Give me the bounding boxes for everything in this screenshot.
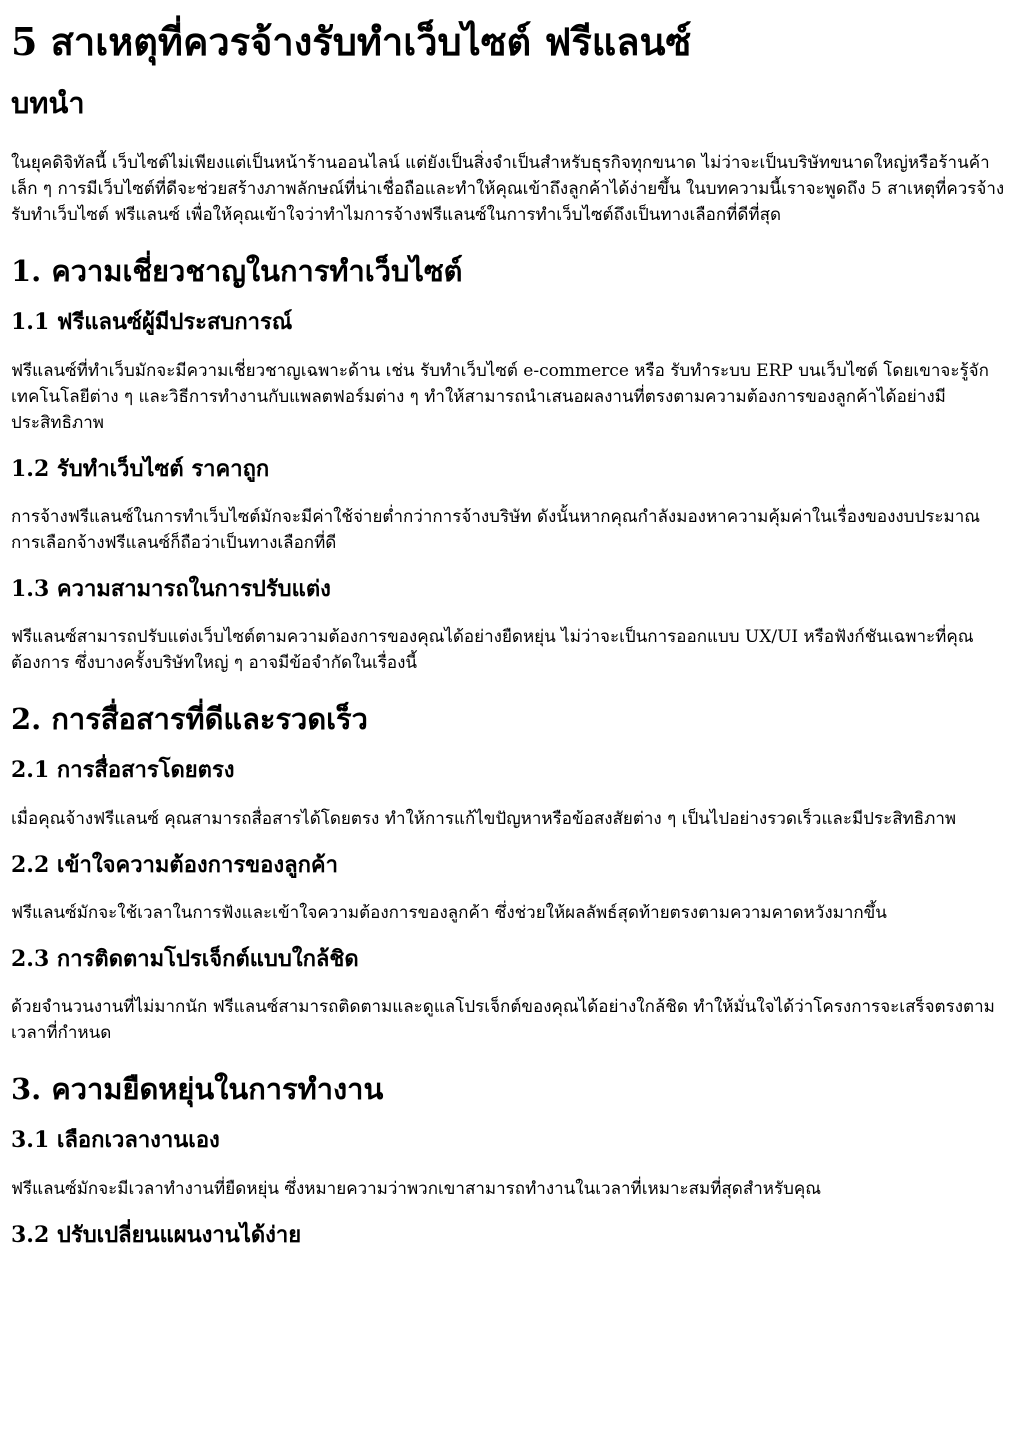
subsection-heading-1-1: 1.1 ฟรีแลนซ์ผู้มีประสบการณ์ [11,309,293,336]
subsection-heading-3-2: 3.2 ปรับเปลี่ยนแผนงานได้ง่าย [11,1221,302,1248]
subsection-paragraph-1-3: ฟรีแลนซ์สามารถปรับแต่งเว็บไซต์ตามความต้องการของคุณได้อย่างยืดหยุ่น ไม่ว่าจะเป็นการออกแบบ UX/UI หรือฟังก์ชันเฉพาะที่คุณต้องการ ซึ่งบางครั้งบริษัทใหญ่ ๆ อาจมีข้อจำกัดในเรื่องนี้ [11,627,974,674]
article-title: 5 สาเหตุที่ควรจ้างรับทำเว็บไซต์ ฟรีแลนซ์ [11,19,692,64]
subsection-heading-2-3: 2.3 การติดตามโปรเจ็กต์แบบใกล้ชิด [11,946,359,973]
subsection-heading-1-2: 1.2 รับทำเว็บไซต์ ราคาถูก [11,455,270,482]
intro-heading: บทนำ [11,85,85,120]
subsection-heading-3-1: 3.1 เลือกเวลางานเอง [11,1127,220,1154]
section-heading-1: 1. ความเชี่ยวชาญในการทำเว็บไซต์ [11,254,463,289]
subsection-heading-1-3: 1.3 ความสามารถในการปรับแต่ง [11,576,331,603]
subsection-paragraph-2-2: ฟรีแลนซ์มักจะใช้เวลาในการฟังและเข้าใจความต้องการของลูกค้า ซึ่งช่วยให้ผลลัพธ์สุดท้ายตรงตามความคาดหวังมากขึ้น [11,903,887,924]
subsection-paragraph-1-1: ฟรีแลนซ์ที่ทำเว็บมักจะมีความเชี่ยวชาญเฉพาะด้าน เช่น รับทำเว็บไซต์ e-commerce หรือ รับทำระบบ ERP บนเว็บไซต์ โดยเขาจะรู้จักเทคโนโลยีต่าง ๆ และวิธีการทำงานกับแพลตฟอร์มต่าง ๆ ทำให้สามารถนำเสนอผลงานที่ตรงตามความต้องการของลูกค้าได้อย่างมีประสิทธิภาพ [11,360,989,433]
section-heading-3: 3. ความยืดหยุ่นในการทำงาน [11,1072,384,1107]
section-heading-2: 2. การสื่อสารที่ดีและรวดเร็ว [11,702,368,737]
subsection-heading-2-1: 2.1 การสื่อสารโดยตรง [11,757,235,784]
intro-paragraph: ในยุคดิจิทัลนี้ เว็บไซต์ไม่เพียงแต่เป็นหน้าร้านออนไลน์ แต่ยังเป็นสิ่งจำเป็นสำหรับธุรกิจทุกขนาด ไม่ว่าจะเป็นบริษัทขนาดใหญ่หรือร้านค้าเล็ก ๆ การมีเว็บไซต์ที่ดีจะช่วยสร้างภาพลักษณ์ที่น่าเชื่อถือและทำให้คุณเข้าถึงลูกค้าได้ง่ายขึ้น ในบทความนี้เราจะพูดถึง 5 สาเหตุที่ควรจ้างรับทำเว็บไซต์ ฟรีแลนซ์ เพื่อให้คุณเข้าใจว่าทำไมการจ้างฟรีแลนซ์ในการทำเว็บไซต์ถึงเป็นทางเลือกที่ดีที่สุด [11,153,1005,226]
subsection-heading-2-2: 2.2 เข้าใจความต้องการของลูกค้า [11,851,339,878]
subsection-paragraph-2-1: เมื่อคุณจ้างฟรีแลนซ์ คุณสามารถสื่อสารได้โดยตรง ทำให้การแก้ไขปัญหาหรือข้อสงสัยต่าง ๆ เป็นไปอย่างรวดเร็วและมีประสิทธิภาพ [11,808,957,829]
subsection-paragraph-3-1: ฟรีแลนซ์มักจะมีเวลาทำงานที่ยืดหยุ่น ซึ่งหมายความว่าพวกเขาสามารถทำงานในเวลาที่เหมาะสมที่สุดสำหรับคุณ [11,1178,822,1199]
subsection-paragraph-2-3: ด้วยจำนวนงานที่ไม่มากนัก ฟรีแลนซ์สามารถติดตามและดูแลโปรเจ็กต์ของคุณได้อย่างใกล้ชิด ทำให้มั่นใจได้ว่าโครงการจะเสร็จตรงตามเวลาที่กำหนด [11,997,995,1044]
subsection-paragraph-1-2: การจ้างฟรีแลนซ์ในการทำเว็บไซต์มักจะมีค่าใช้จ่ายต่ำกว่าการจ้างบริษัท ดังนั้นหากคุณกำลังมองหาความคุ้มค่าในเรื่องของงบประมาณ การเลือกจ้างฟรีแลนซ์ก็ถือว่าเป็นทางเลือกที่ดี [11,507,981,554]
